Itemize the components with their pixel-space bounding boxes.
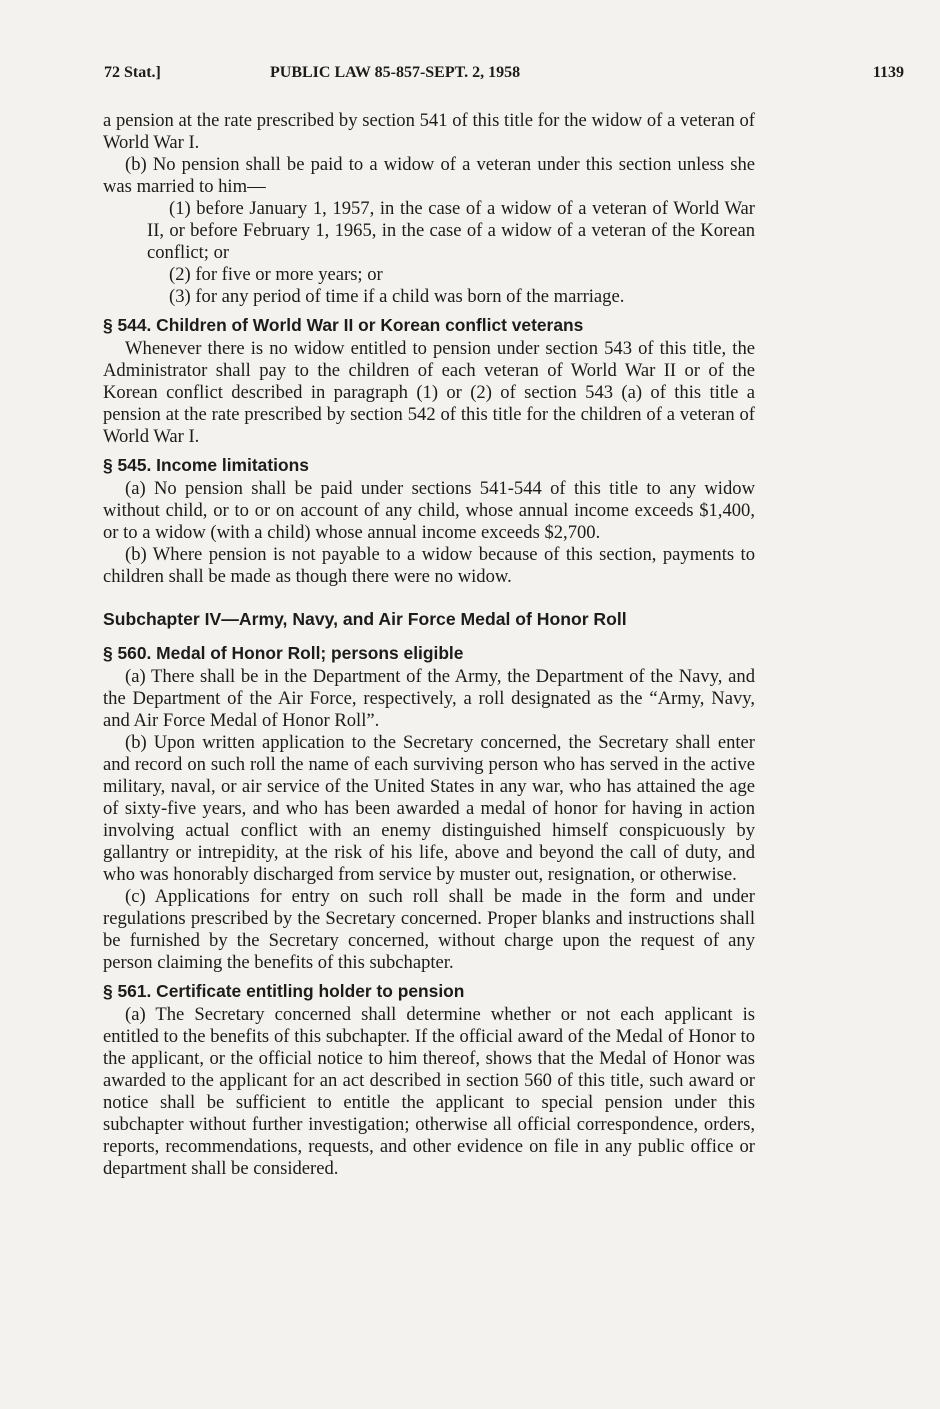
paragraph-continuation: a pension at the rate prescribed by section 541 of this title for the widow of a veteran of World War I. <box>103 110 755 153</box>
page-number: 1139 <box>872 64 904 81</box>
section-545-a: (a) No pension shall be paid under sections 541-544 of this title to any widow without child, or to or on account of any child, whose annual income exceeds $1,400, or to a widow (with a child) whose annual income exceeds $2,700. <box>103 478 755 543</box>
list-item: (3) for any period of time if a child was born of the marriage. <box>169 286 625 307</box>
section-560-c: (c) Applications for entry on such roll shall be made in the form and under regulations prescribed by the Secretary concerned. Proper blanks and instructions shall be furnished by the Secretary concerned, without charge upon the request of any person claiming the benefits of this subchapter. <box>103 886 755 973</box>
list-item: (2) for five or more years; or <box>169 264 383 285</box>
running-header <box>104 64 904 88</box>
section-560-b: (b) Upon written application to the Secretary concerned, the Secretary shall enter and record on such roll the name of each surviving person who has served in the active military, naval, or air service of the United States in any war, who has attained the age of sixty-five years, and who has been awarded a medal of honor for having in action involving actual conflict with an enemy distinguished himself conspicuously by gallantry or intrepidity, at the risk of his life, above and beyond the call of duty, and who was honorably discharged from service by muster out, resignation, or otherwise. <box>103 732 755 885</box>
section-560-heading: § 560. Medal of Honor Roll; persons eligible <box>103 643 464 663</box>
statute-reference: 72 Stat.] <box>104 64 161 81</box>
section-544-heading: § 544. Children of World War II or Korean conflict veterans <box>103 315 584 335</box>
subchapter-heading: Subchapter IV—Army, Navy, and Air Force Medal of Honor Roll <box>103 609 627 629</box>
body-text <box>103 110 755 1180</box>
section-545-heading: § 545. Income limitations <box>103 455 309 475</box>
section-561-heading: § 561. Certificate entitling holder to pension <box>103 981 465 1001</box>
section-561-a: (a) The Secretary concerned shall determine whether or not each applicant is entitled to the benefits of this subchapter. If the official award of the Medal of Honor to the applicant, or the official notice to him thereof, shows that the Medal of Honor was awarded to the applicant for an act described in section 560 of this title, such award or notice shall be sufficient to entitle the applicant to special pension under this subchapter without further investigation; otherwise all official correspondence, orders, reports, recommendations, requests, and other evidence on file in any public office or department shall be considered. <box>103 1004 755 1179</box>
header-title: PUBLIC LAW 85-857-SEPT. 2, 1958 <box>270 64 521 81</box>
section-544-body: Whenever there is no widow entitled to pension under section 543 of this title, the Administrator shall pay to the children of each veteran of World War II or of the Korean conflict described in paragraph (1) or (2) of section 543 (a) of this title a pension at the rate prescribed by section 542 of this title for the children of a veteran of World War I. <box>103 338 755 447</box>
section-545-b: (b) Where pension is not payable to a widow because of this section, payments to children shall be made as though there were no widow. <box>103 544 755 587</box>
paragraph-543-b: (b) No pension shall be paid to a widow of a veteran under this section unless she was married to him— <box>103 154 755 197</box>
section-560-a: (a) There shall be in the Department of the Army, the Department of the Navy, and the Department of the Air Force, respectively, a roll designated as the “Army, Navy, and Air Force Medal of Honor Roll”. <box>103 666 755 731</box>
list-item: (1) before January 1, 1957, in the case of a widow of a veteran of World War II, or before February 1, 1965, in the case of a widow of a veteran of the Korean conflict; or <box>147 198 755 263</box>
